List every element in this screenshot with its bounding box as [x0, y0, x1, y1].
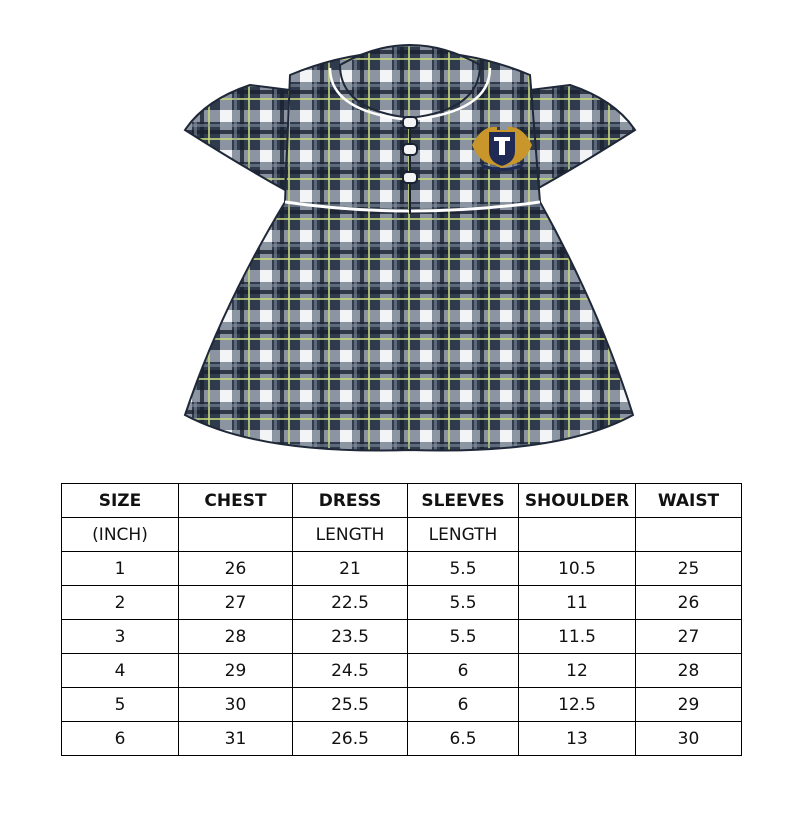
cell-size: 1: [62, 552, 179, 586]
dress-illustration: [180, 30, 640, 455]
dress-buttons: [403, 117, 417, 183]
dress-left-sleeve: [185, 85, 290, 190]
subheader-unit: (INCH): [62, 518, 179, 552]
subheader-shoulder: [519, 518, 636, 552]
cell-chest: 27: [179, 586, 293, 620]
header-sleeves: SLEEVES: [408, 484, 519, 518]
subheader-row: [62, 518, 742, 552]
cell-shoulder: 11: [519, 586, 636, 620]
cell-sleeves-length: 6: [408, 688, 519, 722]
header-size: SIZE: [62, 484, 179, 518]
dress-skirt: [185, 202, 633, 451]
cell-shoulder: 10.5: [519, 552, 636, 586]
table-row: [62, 620, 742, 654]
cell-shoulder: 13: [519, 722, 636, 756]
cell-dress-length: 26.5: [293, 722, 408, 756]
cell-waist: 27: [636, 620, 742, 654]
table-row: [62, 722, 742, 756]
button-icon: [403, 172, 417, 183]
cell-sleeves-length: 6: [408, 654, 519, 688]
table-row: [62, 654, 742, 688]
cell-sleeves-length: 5.5: [408, 620, 519, 654]
cell-sleeves-length: 6.5: [408, 722, 519, 756]
cell-size: 6: [62, 722, 179, 756]
header-waist: WAIST: [636, 484, 742, 518]
cell-size: 5: [62, 688, 179, 722]
table-row: [62, 586, 742, 620]
subheader-chest: [179, 518, 293, 552]
cell-dress-length: 24.5: [293, 654, 408, 688]
cell-shoulder: 11.5: [519, 620, 636, 654]
cell-chest: 26: [179, 552, 293, 586]
cell-dress-length: 21: [293, 552, 408, 586]
subheader-waist: [636, 518, 742, 552]
subheader-dress: LENGTH: [293, 518, 408, 552]
cell-shoulder: 12: [519, 654, 636, 688]
table-row: [62, 688, 742, 722]
cell-dress-length: 23.5: [293, 620, 408, 654]
cell-chest: 30: [179, 688, 293, 722]
school-crest-icon: [472, 127, 532, 171]
cell-size: 2: [62, 586, 179, 620]
header-shoulder: SHOULDER: [519, 484, 636, 518]
header-row: [62, 484, 742, 518]
cell-size: 3: [62, 620, 179, 654]
size-chart-table: [61, 483, 742, 756]
cell-sleeves-length: 5.5: [408, 586, 519, 620]
dress-right-sleeve: [530, 85, 635, 190]
subheader-sleeves: LENGTH: [408, 518, 519, 552]
cell-chest: 28: [179, 620, 293, 654]
cell-waist: 30: [636, 722, 742, 756]
button-icon: [403, 144, 417, 155]
cell-waist: 26: [636, 586, 742, 620]
cell-waist: 25: [636, 552, 742, 586]
cell-chest: 29: [179, 654, 293, 688]
cell-sleeves-length: 5.5: [408, 552, 519, 586]
cell-dress-length: 22.5: [293, 586, 408, 620]
cell-shoulder: 12.5: [519, 688, 636, 722]
cell-dress-length: 25.5: [293, 688, 408, 722]
table-row: [62, 552, 742, 586]
button-icon: [403, 117, 417, 128]
cell-chest: 31: [179, 722, 293, 756]
header-dress: DRESS: [293, 484, 408, 518]
cell-waist: 28: [636, 654, 742, 688]
cell-waist: 29: [636, 688, 742, 722]
cell-size: 4: [62, 654, 179, 688]
header-chest: CHEST: [179, 484, 293, 518]
